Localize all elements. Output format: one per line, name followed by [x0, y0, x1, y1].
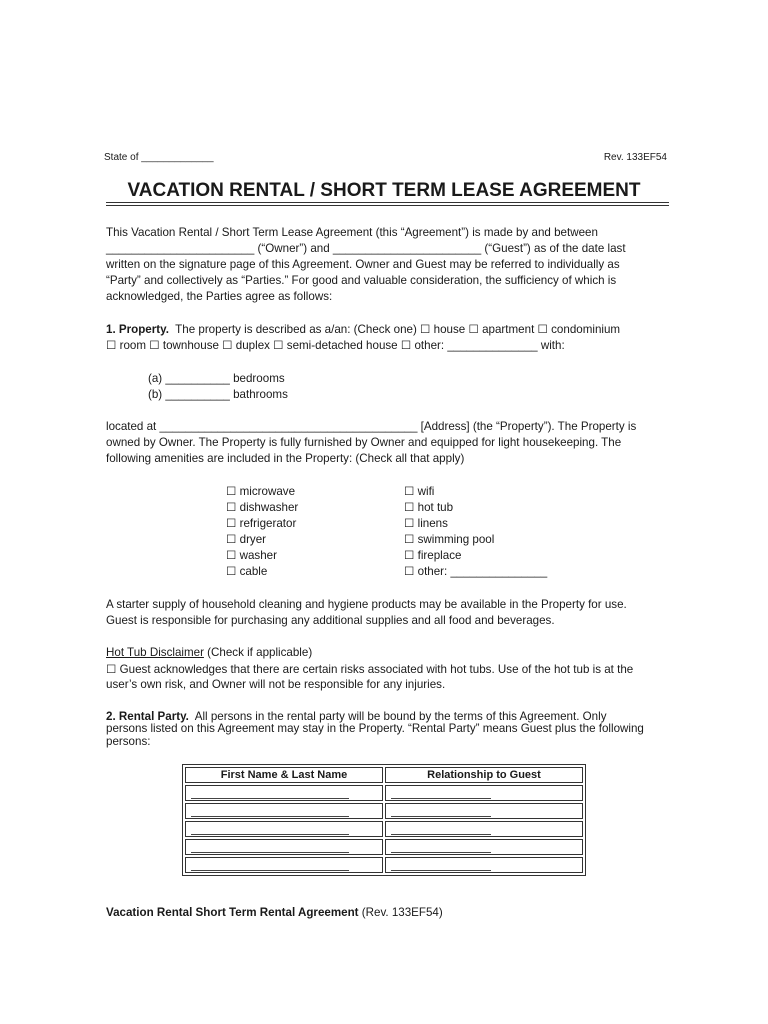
relationship-cell[interactable] [385, 785, 583, 801]
amenity-refrigerator: ☐ refrigerator [226, 517, 297, 530]
supplies-line: Guest is responsible for purchasing any additional supplies and all food and beverages. [106, 614, 555, 627]
property-type-options: The property is described as a/an: (Check one) ☐ house ☐ apartment ☐ condominium [175, 323, 621, 336]
footer-title: Vacation Rental Short Term Rental Agreement [106, 906, 359, 919]
relationship-cell[interactable] [385, 839, 583, 855]
property-line-1 [106, 322, 620, 336]
supplies-line: A starter supply of household cleaning and hygiene products may be available in the Property for use. [106, 598, 627, 611]
amenity-wifi: ☐ wifi [404, 485, 435, 498]
location-line: owned by Owner. The Property is fully furnished by Owner and equipped for light housekeeping. The [106, 436, 622, 449]
name-cell[interactable] [185, 803, 383, 819]
intro-line: acknowledged, the Parties agree as follows: [106, 290, 333, 303]
location-line: following amenities are included in the Property: (Check all that apply) [106, 452, 465, 465]
rental-party-table [182, 764, 586, 876]
amenity-fireplace: ☐ fireplace [404, 549, 462, 562]
page-footer [106, 906, 443, 919]
table-row [185, 785, 583, 801]
column-header-name: First Name & Last Name [185, 767, 383, 783]
relationship-cell[interactable] [385, 821, 583, 837]
location-line: located at ________________________________________ [Address] (the “Property”). The Property is [106, 420, 637, 433]
rental-party-line: persons listed on this Agreement may stay in the Property. “Rental Party” means Guest plus the following [106, 722, 644, 735]
column-header-relationship: Relationship to Guest [385, 767, 583, 783]
intro-line: _______________________ (“Owner”) and _______________________ (“Guest”) as of the date last [106, 242, 626, 255]
name-cell[interactable] [185, 821, 383, 837]
name-cell[interactable] [185, 857, 383, 873]
rental-party-heading: 2. Rental Party. [106, 710, 189, 723]
bathrooms-field: (b) __________ bathrooms [148, 388, 288, 401]
rental-party-line: persons: [106, 735, 151, 748]
table-row [185, 857, 583, 873]
amenity-dishwasher: ☐ dishwasher [226, 501, 299, 514]
table-row [185, 839, 583, 855]
name-cell[interactable] [185, 785, 383, 801]
intro-line: This Vacation Rental / Short Term Lease Agreement (this “Agreement”) is made by and between [106, 226, 598, 239]
amenity-cable: ☐ cable [226, 565, 268, 578]
table-row [185, 821, 583, 837]
property-heading: 1. Property. [106, 323, 169, 336]
table-row [185, 803, 583, 819]
revision-label: Rev. 133EF54 [603, 152, 667, 163]
amenity-washer: ☐ washer [226, 549, 277, 562]
amenity-dryer: ☐ dryer [226, 533, 267, 546]
rental-party-text: All persons in the rental party will be bound by the terms of this Agreement. Only [194, 710, 607, 723]
footer-rev: (Rev. 133EF54) [358, 906, 443, 919]
name-cell[interactable] [185, 839, 383, 855]
amenity-other: ☐ other: _______________ [404, 565, 548, 578]
relationship-cell[interactable] [385, 857, 583, 873]
title-underline [106, 202, 669, 203]
title-underline-2 [106, 205, 669, 206]
intro-line: written on the signature page of this Agreement. Owner and Guest may be referred to individually as [106, 258, 620, 271]
hot-tub-line: user’s own risk, and Owner will not be responsible for any injuries. [106, 678, 446, 691]
hot-tub-title: Hot Tub Disclaimer [106, 646, 204, 659]
document-title: VACATION RENTAL / SHORT TERM LEASE AGREEMENT [127, 180, 641, 201]
bedrooms-field: (a) __________ bedrooms [148, 372, 285, 385]
hot-tub-heading [106, 646, 312, 659]
table-header-row [185, 767, 583, 783]
relationship-cell[interactable] [385, 803, 583, 819]
amenity-linens: ☐ linens [404, 517, 448, 530]
hot-tub-line: ☐ Guest acknowledges that there are certain risks associated with hot tubs. Use of the hot tub is at the [106, 663, 634, 676]
amenity-swimming-pool: ☐ swimming pool [404, 533, 495, 546]
intro-line: “Party” and collectively as “Parties.” For good and valuable consideration, the sufficiency of which is [106, 274, 617, 287]
state-field: State of _____________ [104, 152, 214, 163]
hot-tub-note: (Check if applicable) [203, 646, 313, 659]
amenity-microwave: ☐ microwave [226, 485, 296, 498]
amenity-hot-tub: ☐ hot tub [404, 501, 454, 514]
property-line-2: ☐ room ☐ townhouse ☐ duplex ☐ semi-detached house ☐ other: ______________ with: [106, 339, 565, 352]
